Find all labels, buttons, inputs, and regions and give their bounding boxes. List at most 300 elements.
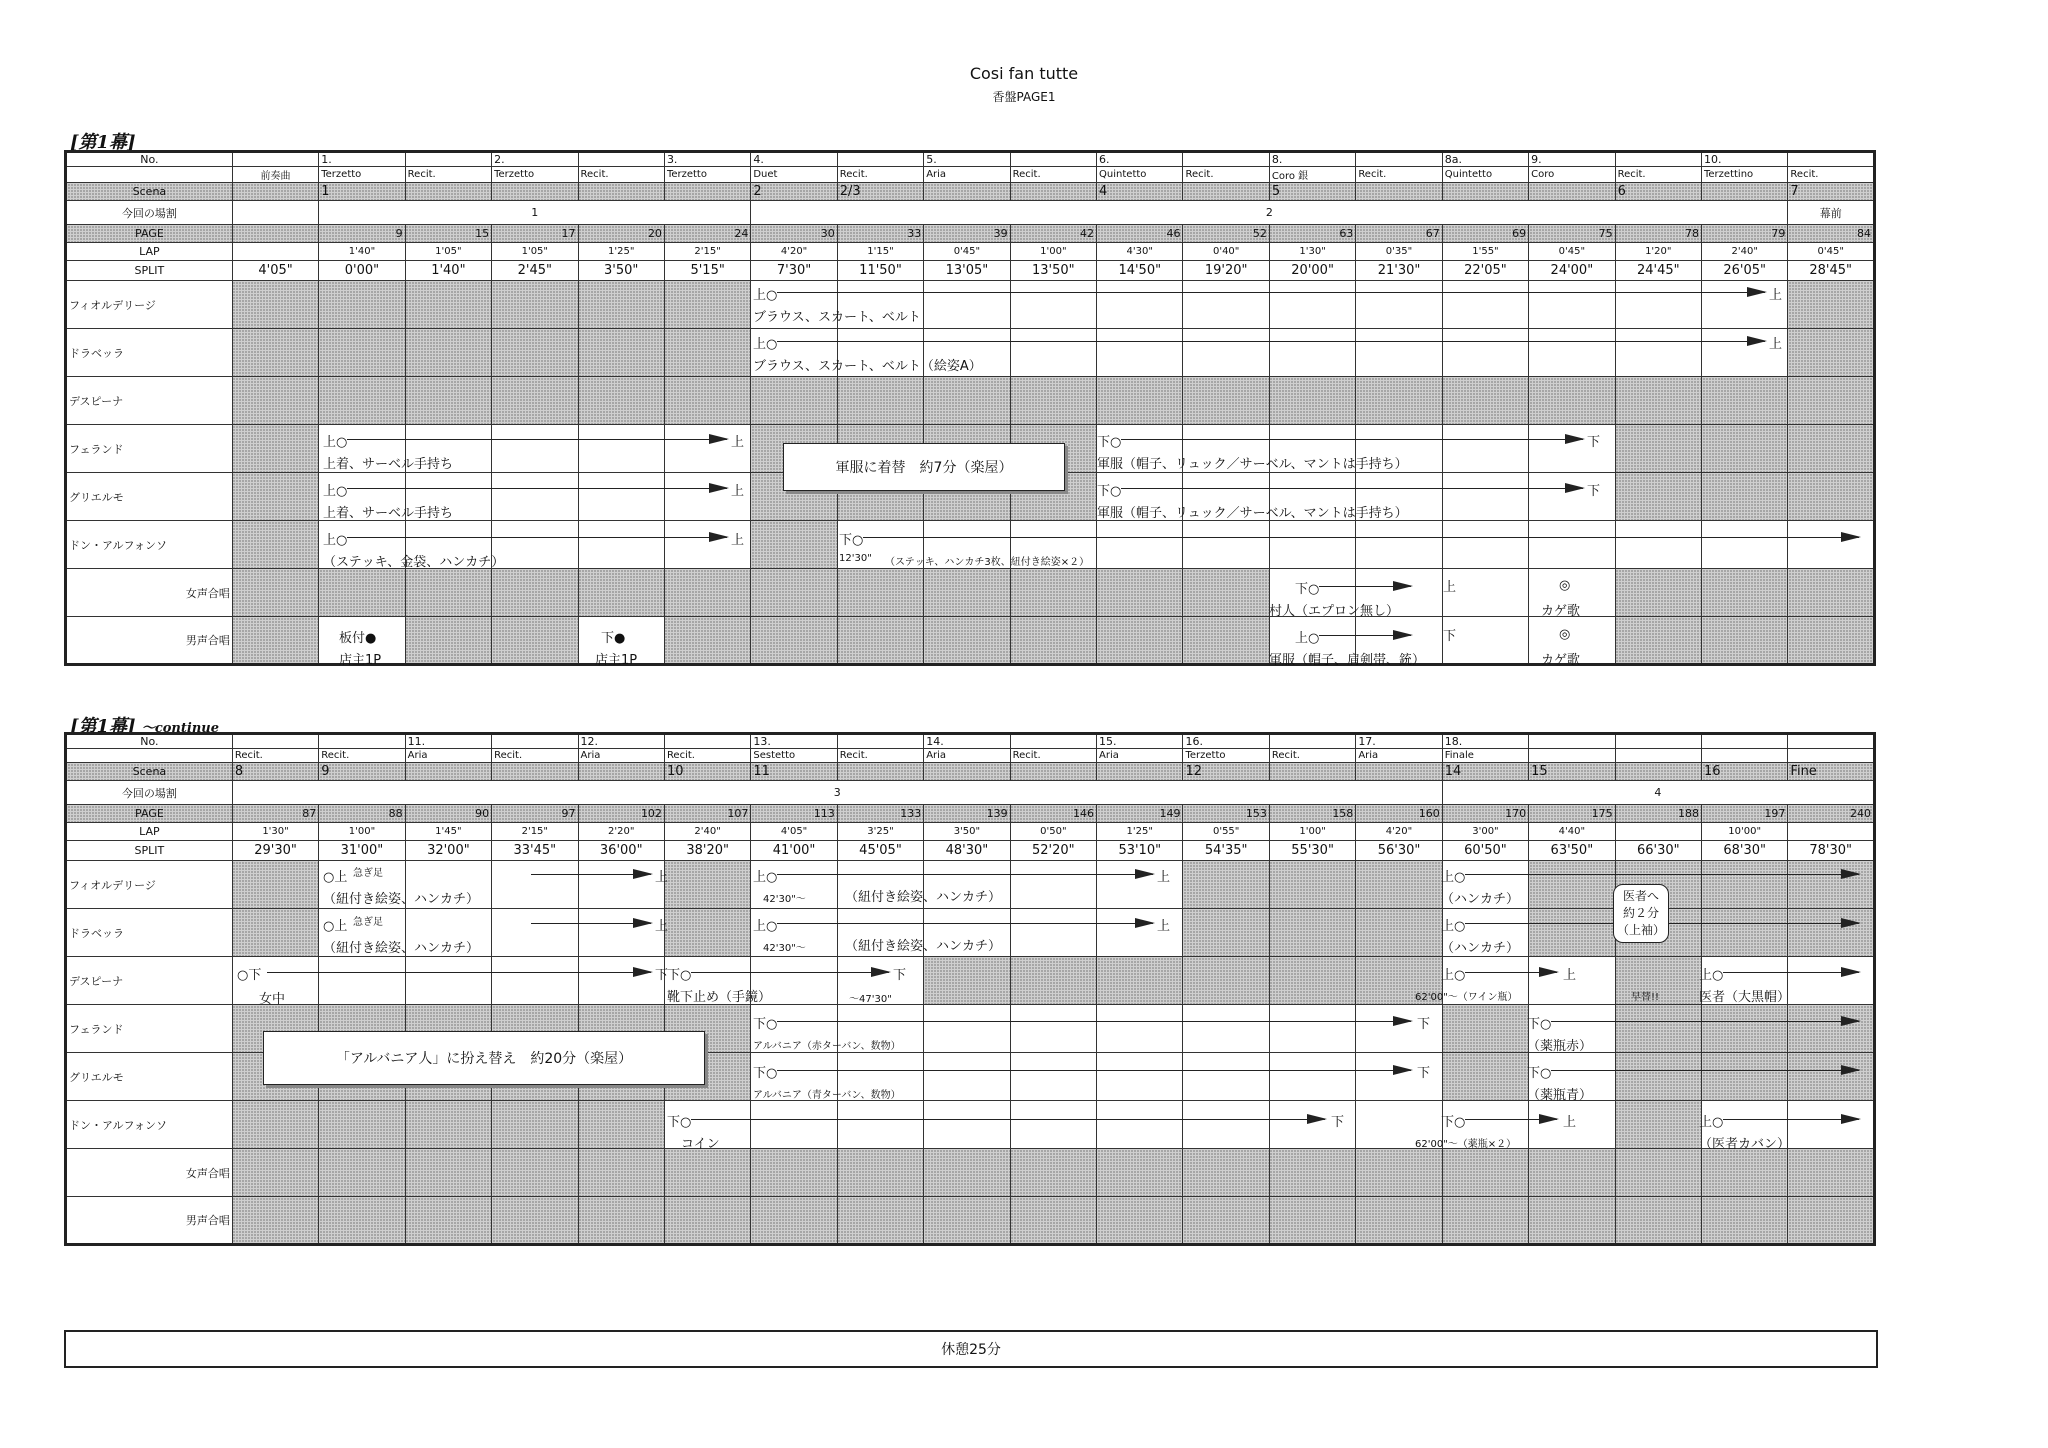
guglielmo-costume-2: 軍服（帽子、リュック／サーベル、マントは手持ち） xyxy=(1097,506,1408,521)
scena-cell xyxy=(1269,763,1355,781)
row-performer xyxy=(66,1101,1875,1149)
schedule-cell xyxy=(232,1101,318,1149)
scena-cell xyxy=(1356,183,1442,201)
schedule-cell xyxy=(1788,1005,1875,1053)
schedule-cell xyxy=(924,281,1010,329)
scena-cell xyxy=(1442,183,1528,201)
schedule-cell xyxy=(924,1197,1010,1245)
schedule-cell xyxy=(319,1149,405,1197)
ferrando-enter: 上○ xyxy=(323,435,348,450)
schedule-cell xyxy=(1615,1149,1701,1197)
page-cell: 133 xyxy=(837,805,923,823)
number-cell: 9. xyxy=(1529,152,1615,167)
split-cell: 24'45" xyxy=(1615,261,1701,281)
number-cell: 14. xyxy=(924,734,1010,749)
split-cell: 78'30" xyxy=(1788,841,1875,861)
arrow-icon xyxy=(1319,586,1411,587)
ferrando-enter-2: 下○ xyxy=(1527,1017,1552,1032)
schedule-cell xyxy=(751,1101,837,1149)
ferrando-exit: 下 xyxy=(1417,1017,1431,1032)
despina-costume-2: 靴下止め（手鏡） xyxy=(667,990,772,1005)
row-lap xyxy=(66,243,1875,261)
arrow-icon xyxy=(1465,972,1557,973)
split-cell: 55'30" xyxy=(1269,841,1355,861)
schedule-cell xyxy=(751,521,837,569)
page-cell: 75 xyxy=(1529,225,1615,243)
schedule-cell xyxy=(924,617,1010,665)
female-chorus-offstage: カゲ歌 xyxy=(1541,604,1581,619)
schedule-cell xyxy=(578,861,664,909)
lap-cell: 1'55" xyxy=(1442,243,1528,261)
number-cell: 12. xyxy=(578,734,664,749)
fiordiligi-costume: （紐付き絵姿、ハンカチ） xyxy=(323,892,480,907)
page-cell: 87 xyxy=(232,805,318,823)
schedule-cell xyxy=(1615,281,1701,329)
schedule-cell xyxy=(1702,1053,1788,1101)
arrow-icon xyxy=(777,341,1765,342)
despina-role: 女中 xyxy=(259,992,286,1007)
page-cell: 79 xyxy=(1702,225,1788,243)
act1-heading: [第1幕] xyxy=(70,132,136,153)
schedule-cell xyxy=(1442,329,1528,377)
row-label-wari: 今回の場割 xyxy=(66,201,233,225)
split-cell: 3'50" xyxy=(578,261,664,281)
schedule-cell xyxy=(405,377,491,425)
split-cell: 53'10" xyxy=(1097,841,1183,861)
schedule-cell xyxy=(664,1149,750,1197)
schedule-cell xyxy=(924,1101,1010,1149)
dorabella-enter-3: 上○ xyxy=(1441,919,1466,934)
fiordiligi-exit-2: 上 xyxy=(1157,870,1171,885)
row-page xyxy=(66,225,1875,243)
ferrando-costume-2: （薬瓶赤） xyxy=(1527,1039,1593,1054)
scena-cell: 9 xyxy=(319,763,405,781)
schedule-cell xyxy=(1356,909,1442,957)
number-cell: 1. xyxy=(319,152,405,167)
schedule-cell xyxy=(924,569,1010,617)
schedule-cell xyxy=(578,957,664,1005)
schedule-cell xyxy=(405,1197,491,1245)
schedule-cell xyxy=(492,281,578,329)
schedule-cell xyxy=(1183,281,1269,329)
piece-type-cell: Aria xyxy=(924,167,1010,183)
performer-label: フェランド xyxy=(66,1005,233,1053)
schedule-cell xyxy=(1788,569,1875,617)
scena-cell xyxy=(1702,183,1788,201)
scena-cell xyxy=(1183,183,1269,201)
act1-continue-title: [第1幕] xyxy=(70,716,136,737)
schedule-cell xyxy=(1097,377,1183,425)
lap-cell: 3'50" xyxy=(924,823,1010,841)
schedule-cell xyxy=(578,521,664,569)
page-cell: 15 xyxy=(405,225,491,243)
despina-exit-2: 下 xyxy=(893,968,907,983)
split-cell: 28'45" xyxy=(1788,261,1875,281)
piece-type-cell: Coro xyxy=(1529,167,1615,183)
lap-cell: 3'25" xyxy=(837,823,923,841)
schedule-cell xyxy=(405,281,491,329)
number-cell: 17. xyxy=(1356,734,1442,749)
schedule-cell xyxy=(1097,1053,1183,1101)
number-cell xyxy=(232,734,318,749)
schedule-cell xyxy=(1442,521,1528,569)
schedule-cell xyxy=(405,569,491,617)
lap-cell: 0'45" xyxy=(1788,243,1875,261)
row-performer xyxy=(66,281,1875,329)
male-chorus-offstage-icon: ◎ xyxy=(1559,627,1571,642)
schedule-cell xyxy=(492,617,578,665)
schedule-cell xyxy=(1788,425,1875,473)
page-cell: 9 xyxy=(319,225,405,243)
dorabella-exit: 上 xyxy=(1769,337,1783,352)
alfonso-enter: 下○ xyxy=(667,1115,692,1130)
split-cell: 41'00" xyxy=(751,841,837,861)
lap-cell xyxy=(1788,823,1875,841)
scena-cell xyxy=(1615,763,1701,781)
piece-type-cell: Aria xyxy=(405,749,491,763)
split-cell: 54'35" xyxy=(1183,841,1269,861)
schedule-cell xyxy=(1010,377,1096,425)
arrow-icon xyxy=(777,923,1153,924)
scene-division-cell: 1 xyxy=(319,201,751,225)
schedule-cell xyxy=(1529,425,1615,473)
piece-type-cell: Terzettino xyxy=(1702,167,1788,183)
arrow-icon xyxy=(1319,635,1411,636)
performer-label: グリエルモ xyxy=(66,473,233,521)
act1-continue-suffix: ～continue xyxy=(141,721,219,736)
page-cell: 149 xyxy=(1097,805,1183,823)
schedule-cell xyxy=(751,377,837,425)
female-chorus-costume: 村人（エプロン無し） xyxy=(1269,604,1400,619)
schedule-cell xyxy=(405,329,491,377)
schedule-cell xyxy=(1356,377,1442,425)
schedule-cell xyxy=(1788,281,1875,329)
scena-cell: 8 xyxy=(232,763,318,781)
lap-cell: 2'15" xyxy=(664,243,750,261)
number-cell xyxy=(1788,152,1875,167)
schedule-cell xyxy=(578,425,664,473)
schedule-cell xyxy=(1183,957,1269,1005)
schedule-cell xyxy=(664,281,750,329)
schedule-cell xyxy=(1097,957,1183,1005)
schedule-cell xyxy=(664,377,750,425)
scene-division-cell: 幕前 xyxy=(1788,201,1875,225)
number-cell: 10. xyxy=(1702,152,1788,167)
schedule-cell xyxy=(1183,909,1269,957)
split-cell: 52'20" xyxy=(1010,841,1096,861)
guglielmo-exit: 下 xyxy=(1417,1066,1431,1081)
schedule-cell xyxy=(1702,473,1788,521)
alfonso-enter-3: 上○ xyxy=(1699,1115,1724,1130)
number-cell xyxy=(1702,734,1788,749)
lap-cell: 1'05" xyxy=(405,243,491,261)
lap-cell: 1'00" xyxy=(1010,243,1096,261)
number-cell xyxy=(405,152,491,167)
page-cell: 175 xyxy=(1529,805,1615,823)
schedule-cell xyxy=(1702,909,1788,957)
schedule-cell xyxy=(319,957,405,1005)
performer-label: フェランド xyxy=(66,425,233,473)
schedule-cell xyxy=(1356,1197,1442,1245)
schedule-cell xyxy=(1788,861,1875,909)
number-cell xyxy=(1788,734,1875,749)
page-cell: 88 xyxy=(319,805,405,823)
performer-label: デスピーナ xyxy=(66,957,233,1005)
schedule-cell xyxy=(1010,861,1096,909)
number-cell xyxy=(1269,734,1355,749)
alfonso-time-2: 12'30" xyxy=(839,553,872,564)
piece-type-cell: Quintetto xyxy=(1442,167,1528,183)
split-cell: 38'20" xyxy=(664,841,750,861)
schedule-cell xyxy=(492,1197,578,1245)
split-cell: 0'00" xyxy=(319,261,405,281)
scena-cell: 4 xyxy=(1097,183,1183,201)
lap-cell: 2'40" xyxy=(664,823,750,841)
schedule-cell xyxy=(924,957,1010,1005)
row-scena xyxy=(66,183,1875,201)
schedule-cell xyxy=(1097,569,1183,617)
schedule-cell xyxy=(924,1053,1010,1101)
page-cell xyxy=(232,225,318,243)
row-label-page: PAGE xyxy=(66,805,233,823)
dorabella-time-2: 42'30"～ xyxy=(763,943,806,954)
number-cell: 8a. xyxy=(1442,152,1528,167)
scena-cell xyxy=(405,183,491,201)
male-chorus-enter: 下● xyxy=(601,631,626,646)
schedule-cell xyxy=(578,281,664,329)
lap-cell: 4'05" xyxy=(751,823,837,841)
scena-cell xyxy=(1356,763,1442,781)
number-cell: 11. xyxy=(405,734,491,749)
piece-type-cell: Aria xyxy=(924,749,1010,763)
fiordiligi-time-2: 42'30"～ xyxy=(763,894,806,905)
lap-cell: 1'30" xyxy=(1269,243,1355,261)
scena-cell xyxy=(924,763,1010,781)
scena-cell: 5 xyxy=(1269,183,1355,201)
schedule-cell xyxy=(1529,1197,1615,1245)
split-cell: 32'00" xyxy=(405,841,491,861)
fiordiligi-enter-2: 上○ xyxy=(753,870,778,885)
page-cell: 160 xyxy=(1356,805,1442,823)
dorabella-enter: 上○ xyxy=(753,337,778,352)
lap-cell: 1'40" xyxy=(319,243,405,261)
schedule-cell xyxy=(492,957,578,1005)
lap-cell: 4'40" xyxy=(1529,823,1615,841)
schedule-cell xyxy=(1702,377,1788,425)
split-cell: 48'30" xyxy=(924,841,1010,861)
schedule-cell xyxy=(837,1101,923,1149)
schedule-cell xyxy=(751,617,837,665)
schedule-cell xyxy=(578,1197,664,1245)
fiordiligi-note: 急ぎ足 xyxy=(353,868,383,879)
schedule-cell xyxy=(1788,377,1875,425)
arrow-icon xyxy=(863,537,1859,538)
scena-cell: Fine xyxy=(1788,763,1875,781)
schedule-cell xyxy=(405,617,491,665)
lap-cell: 0'45" xyxy=(924,243,1010,261)
split-cell: 13'05" xyxy=(924,261,1010,281)
number-cell xyxy=(1615,734,1701,749)
schedule-cell xyxy=(1269,909,1355,957)
schedule-cell xyxy=(1010,281,1096,329)
number-cell xyxy=(319,734,405,749)
schedule-cell xyxy=(1269,861,1355,909)
page-cell: 84 xyxy=(1788,225,1875,243)
split-cell: 2'45" xyxy=(492,261,578,281)
schedule-cell xyxy=(924,377,1010,425)
schedule-cell xyxy=(1615,1101,1701,1149)
schedule-cell xyxy=(1788,521,1875,569)
schedule-cell xyxy=(232,1149,318,1197)
piece-type-cell: Quintetto xyxy=(1097,167,1183,183)
schedule-cell xyxy=(664,329,750,377)
schedule-cell xyxy=(319,1197,405,1245)
split-cell: 24'00" xyxy=(1529,261,1615,281)
schedule-cell xyxy=(1615,425,1701,473)
performer-label: 男声合唱 xyxy=(66,617,233,665)
lap-cell: 2'20" xyxy=(578,823,664,841)
schedule-cell xyxy=(664,617,750,665)
lap-cell: 10'00" xyxy=(1702,823,1788,841)
schedule-cell xyxy=(1442,473,1528,521)
male-chorus-costume: 軍服（帽子、肩剣帯、銃） xyxy=(1269,653,1426,668)
arrow-icon xyxy=(347,439,727,440)
piece-type-cell: Duet xyxy=(751,167,837,183)
schedule-cell xyxy=(1702,569,1788,617)
lap-cell: 0'40" xyxy=(1183,243,1269,261)
split-cell: 14'50" xyxy=(1097,261,1183,281)
row-label-no: No. xyxy=(66,734,233,749)
schedule-cell xyxy=(1442,1197,1528,1245)
schedule-cell xyxy=(1183,1053,1269,1101)
row-label-no: No. xyxy=(66,152,233,167)
guglielmo-exit: 上 xyxy=(731,484,745,499)
alfonso-exit-2: 上 xyxy=(1563,1115,1577,1130)
schedule-cell xyxy=(1442,281,1528,329)
schedule-cell xyxy=(664,1197,750,1245)
schedule-cell xyxy=(232,377,318,425)
dorabella-exit: 上 xyxy=(655,919,669,934)
split-cell: 31'00" xyxy=(319,841,405,861)
schedule-cell xyxy=(492,569,578,617)
schedule-cell xyxy=(578,377,664,425)
despina-exit-3: 上 xyxy=(1563,968,1577,983)
fiordiligi-costume-3: （ハンカチ） xyxy=(1441,892,1520,907)
piece-type-cell: Coro 銀 xyxy=(1269,167,1355,183)
page-cell: 102 xyxy=(578,805,664,823)
ferrando-costume: アルバニア（赤ターバン、数物） xyxy=(753,1041,901,1052)
arrow-icon xyxy=(1121,439,1583,440)
arrow-icon xyxy=(1551,1021,1859,1022)
schedule-cell xyxy=(1269,1197,1355,1245)
row-performer xyxy=(66,957,1875,1005)
schedule-cell xyxy=(1788,909,1875,957)
schedule-cell xyxy=(1702,861,1788,909)
scena-cell xyxy=(1010,183,1096,201)
schedule-cell xyxy=(1010,329,1096,377)
schedule-cell xyxy=(1269,329,1355,377)
scene-division-cell xyxy=(232,201,318,225)
dorabella-costume: ブラウス、スカート、ベルト（絵姿A） xyxy=(753,359,982,374)
split-cell: 1'40" xyxy=(405,261,491,281)
page-cell: 107 xyxy=(664,805,750,823)
schedule-cell xyxy=(232,909,318,957)
piece-type-cell: Recit. xyxy=(319,749,405,763)
schedule-cell xyxy=(1010,1197,1096,1245)
piece-type-cell: Sestetto xyxy=(751,749,837,763)
page-cell: 69 xyxy=(1442,225,1528,243)
alfonso-costume-3: （医者カバン） xyxy=(1699,1137,1791,1152)
cue-sheet-section-2 xyxy=(64,732,1876,1246)
scena-cell xyxy=(492,763,578,781)
piece-type-cell: Recit. xyxy=(664,749,750,763)
arrow-icon xyxy=(267,972,651,973)
schedule-cell xyxy=(1442,1005,1528,1053)
split-cell: 13'50" xyxy=(1010,261,1096,281)
schedule-cell xyxy=(1529,281,1615,329)
split-cell: 26'05" xyxy=(1702,261,1788,281)
page-cell: 240 xyxy=(1788,805,1875,823)
schedule-cell xyxy=(1010,909,1096,957)
performer-label: ドン・アルフォンソ xyxy=(66,521,233,569)
alfonso-enter-2: 下○ xyxy=(839,533,864,548)
schedule-cell xyxy=(1615,521,1701,569)
despina-enter: ○下 xyxy=(237,968,262,983)
schedule-cell xyxy=(1788,617,1875,665)
arrow-icon xyxy=(531,874,651,875)
schedule-cell xyxy=(232,569,318,617)
schedule-cell xyxy=(1529,521,1615,569)
scena-cell: 6 xyxy=(1615,183,1701,201)
row-split xyxy=(66,261,1875,281)
arrow-icon xyxy=(691,1119,1325,1120)
scena-cell: 2 xyxy=(751,183,837,201)
scena-cell xyxy=(664,183,750,201)
lap-cell: 1'00" xyxy=(1269,823,1355,841)
schedule-cell xyxy=(1097,329,1183,377)
number-cell xyxy=(578,152,664,167)
page-cell: 30 xyxy=(751,225,837,243)
number-cell: 5. xyxy=(924,152,1010,167)
dorabella-exit-2: 上 xyxy=(1157,919,1171,934)
fiordiligi-enter: ○上 xyxy=(323,870,348,885)
male-chorus-exit: 下 xyxy=(1443,629,1457,644)
piece-type-cell: Aria xyxy=(1097,749,1183,763)
male-chorus-preset-note: 店主1P xyxy=(339,653,382,668)
arrow-icon xyxy=(347,537,727,538)
schedule-cell xyxy=(492,473,578,521)
page-cell: 67 xyxy=(1356,225,1442,243)
schedule-cell xyxy=(1615,377,1701,425)
schedule-cell xyxy=(1010,957,1096,1005)
schedule-cell xyxy=(492,861,578,909)
costume-change-box-2: 「アルバニア人」に扮え替え 約20分（楽屋） xyxy=(263,1031,705,1085)
schedule-cell xyxy=(1097,617,1183,665)
page-cell: 78 xyxy=(1615,225,1701,243)
arrow-icon xyxy=(1551,1070,1859,1071)
page-cell: 90 xyxy=(405,805,491,823)
schedule-cell xyxy=(405,1149,491,1197)
schedule-cell xyxy=(1529,1149,1615,1197)
arrow-icon xyxy=(691,972,889,973)
row-split xyxy=(66,841,1875,861)
piece-type-cell: Recit. xyxy=(578,167,664,183)
row-label-blank xyxy=(66,167,233,183)
lap-cell: 4'30" xyxy=(1097,243,1183,261)
performer-label: 女声合唱 xyxy=(66,1149,233,1197)
piece-type-cell xyxy=(1788,749,1875,763)
arrow-icon xyxy=(1121,488,1583,489)
